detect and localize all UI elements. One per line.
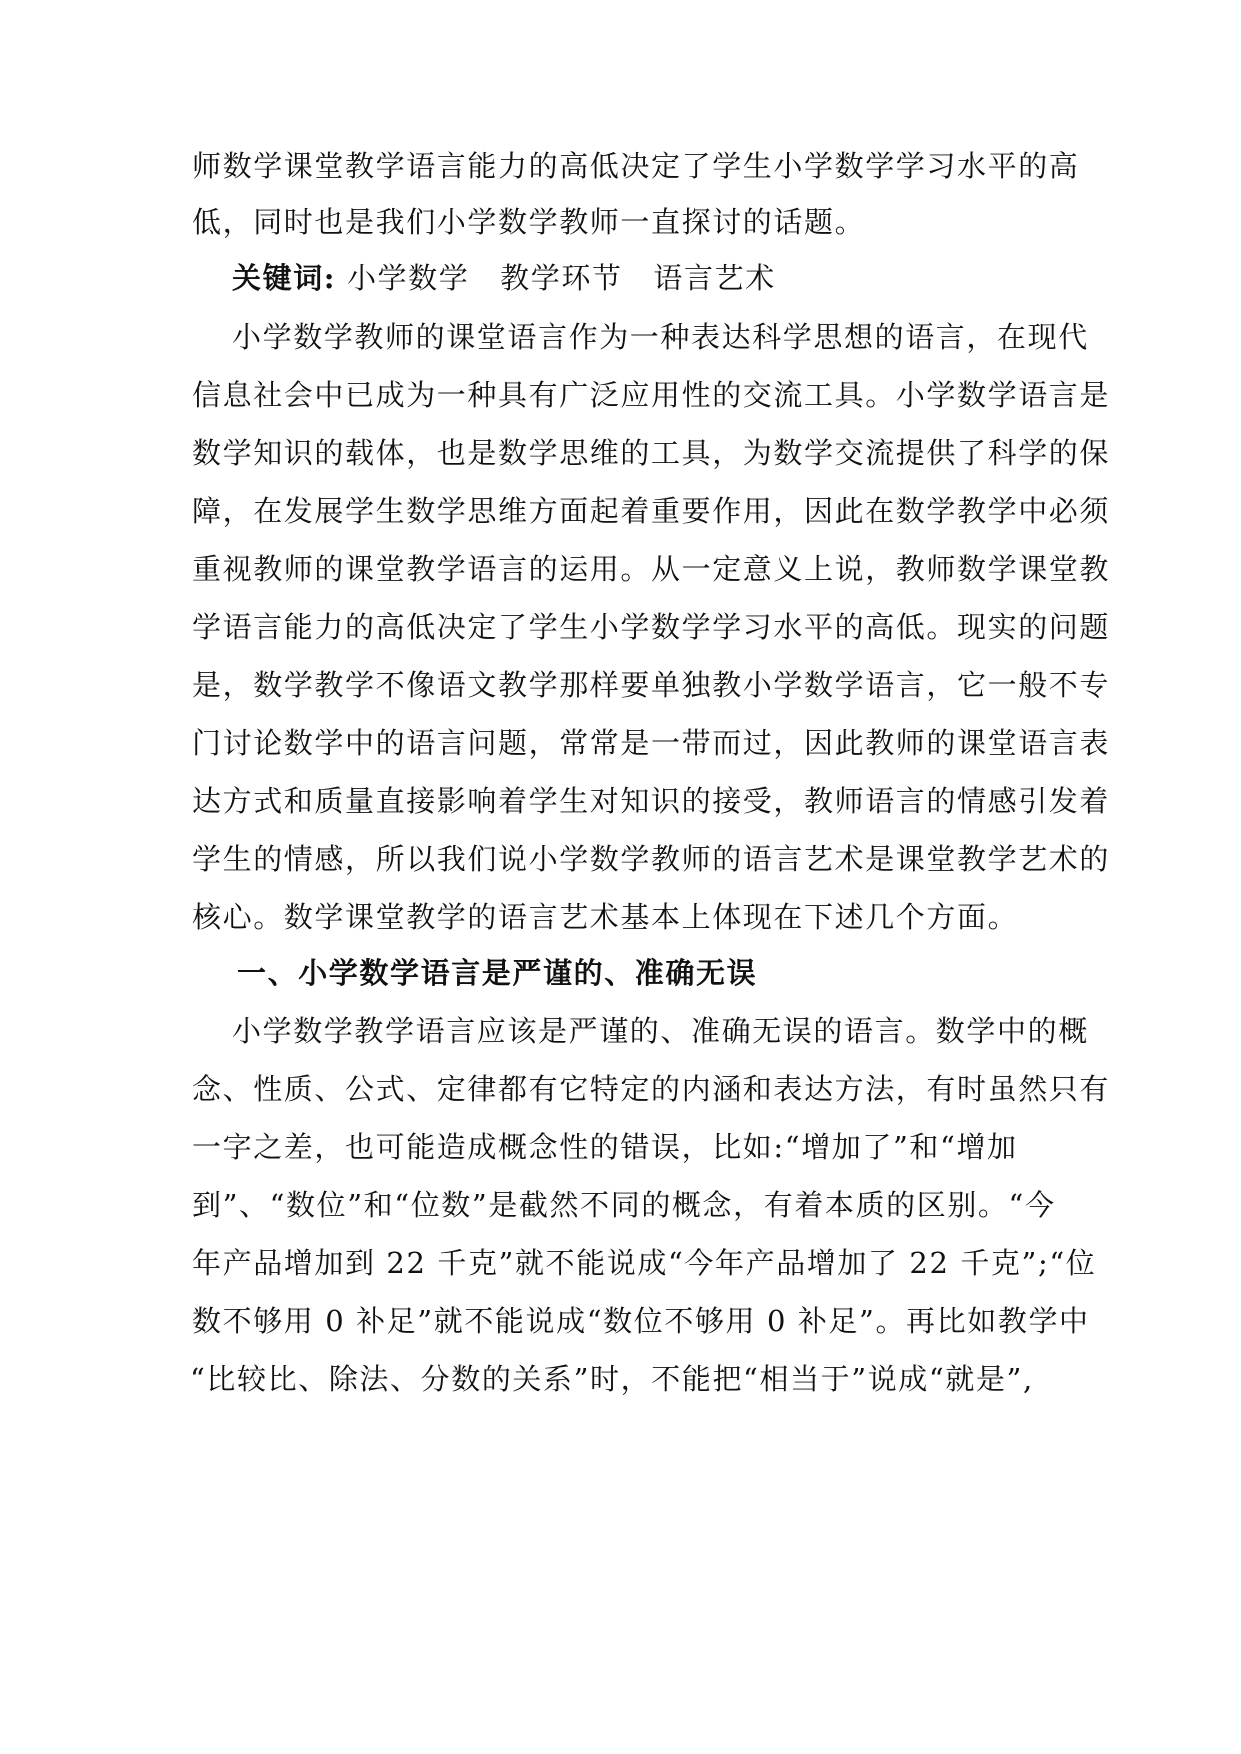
paragraph-line: 年产品增加到 22 千克”就不能说成“今年产品增加了 22 千克”;“位 — [192, 1246, 1097, 1280]
keyword-item: 语言艺术 — [653, 261, 776, 295]
paragraph-line: 是，数学教学不像语文教学那样要单独教小学数学语言，它一般不专 — [192, 668, 1111, 702]
paragraph-line: 重视教师的课堂教学语言的运用。从一定意义上说，教师数学课堂教 — [192, 552, 1111, 586]
paragraph-line: 学语言能力的高低决定了学生小学数学学习水平的高低。现实的问题 — [192, 610, 1111, 644]
text-line: 低，同时也是我们小学数学教师一直探讨的话题。 — [192, 205, 866, 239]
paragraph-line: 小学数学教学语言应该是严谨的、准确无误的语言。数学中的概 — [232, 1014, 1089, 1048]
paragraph-line: 障，在发展学生数学思维方面起着重要作用，因此在数学教学中必须 — [192, 494, 1111, 528]
section-heading: 一、小学数学语言是严谨的、准确无误 — [237, 956, 758, 990]
text-line: 师数学课堂教学语言能力的高低决定了学生小学数学学习水平的高 — [192, 149, 1080, 183]
paragraph-line: 数不够用 0 补足”就不能说成“数位不够用 0 补足”。再比如教学中 — [192, 1304, 1090, 1338]
paragraph-line: 学生的情感，所以我们说小学数学教师的语言艺术是课堂教学艺术的 — [192, 842, 1111, 876]
paragraph-line: 核心。数学课堂教学的语言艺术基本上体现在下述几个方面。 — [192, 900, 1019, 934]
paragraph-line: 门讨论数学中的语言问题，常常是一带而过，因此教师的课堂语言表 — [192, 726, 1111, 760]
keyword-item: 教学环节 — [500, 261, 623, 295]
keywords-line — [232, 258, 776, 298]
paragraph-line: 念、性质、公式、定律都有它特定的内涵和表达方法，有时虽然只有 — [192, 1072, 1111, 1106]
paragraph-line: 小学数学教师的课堂语言作为一种表达科学思想的语言，在现代 — [232, 320, 1089, 354]
paragraph-line: 达方式和质量直接影响着学生对知识的接受，教师语言的情感引发着 — [192, 784, 1111, 818]
keywords-label: 关键词: — [232, 261, 337, 295]
paragraph-line: “比较比、除法、分数的关系”时，不能把“相当于”说成“就是”, — [190, 1362, 1034, 1396]
paragraph-line: 一字之差，也可能造成概念性的错误，比如:“增加了”和“增加 — [192, 1130, 1018, 1164]
paragraph-line: 信息社会中已成为一种具有广泛应用性的交流工具。小学数学语言是 — [192, 378, 1111, 412]
paragraph-line: 到”、“数位”和“位数”是截然不同的概念，有着本质的区别。“今 — [192, 1188, 1056, 1222]
keyword-item: 小学数学 — [346, 261, 470, 295]
paragraph-line: 数学知识的载体，也是数学思维的工具，为数学交流提供了科学的保 — [192, 436, 1111, 470]
